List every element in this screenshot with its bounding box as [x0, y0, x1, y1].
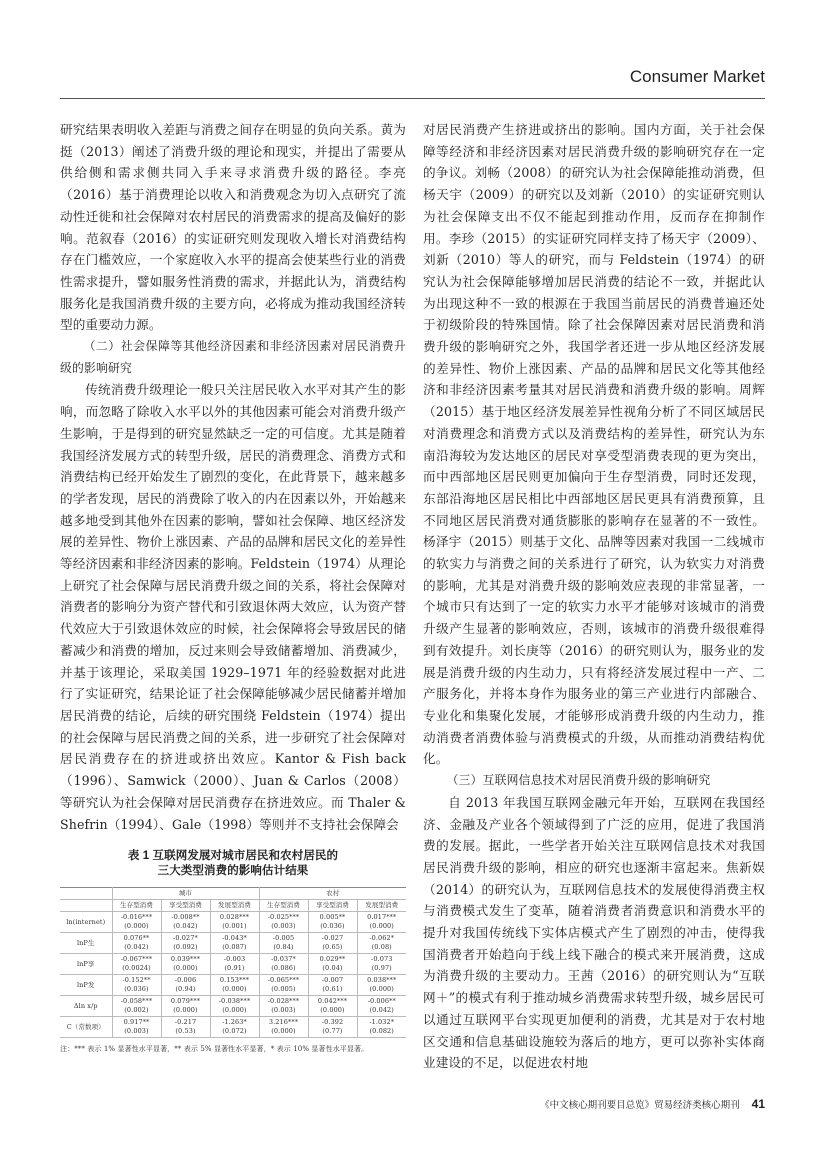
- table-cell: [161, 996, 210, 1017]
- coefficient: 0.017***: [367, 913, 397, 922]
- p-value: (0.97): [371, 964, 392, 973]
- p-value: (0.072): [222, 1027, 247, 1036]
- table-group-header-row: [60, 888, 406, 900]
- p-value: (0.08): [371, 943, 392, 952]
- table-corner: [60, 900, 112, 912]
- section-heading: （二）社会保障等其他经济因素和非经济因素对居民消费升级的影响研究: [60, 339, 406, 375]
- table-cell: [210, 975, 259, 996]
- column-header: 生存型消费: [112, 900, 161, 912]
- column-header: 享受型消费: [308, 900, 357, 912]
- p-value: (0.082): [369, 1027, 394, 1036]
- coefficient: 0.917**: [123, 1018, 150, 1027]
- coefficient: 3.216***: [268, 1018, 299, 1027]
- p-value: (0.000): [320, 1006, 345, 1015]
- coefficient: -0.037*: [271, 955, 296, 964]
- coefficient: -0.005: [272, 934, 295, 943]
- p-value: (0.036): [124, 985, 149, 994]
- p-value: (0.65): [322, 943, 343, 952]
- coefficient: -0.217: [174, 1018, 197, 1027]
- p-value: (0.002): [124, 1006, 149, 1015]
- coefficient: -0.027*: [173, 934, 198, 943]
- coefficient: -0.043*: [222, 934, 247, 943]
- coefficient: -0.006: [174, 976, 197, 985]
- table-cell: [112, 975, 161, 996]
- p-value: (0.04): [322, 964, 343, 973]
- table-cell: [259, 1017, 308, 1038]
- p-value: (0.000): [369, 922, 394, 931]
- table-cell: [308, 954, 357, 975]
- paragraph: 对居民消费产生挤进或挤出的影响。国内方面，关于社会保障等经济和非经济因素对居民消费升级的影响研究存在一定的争议。刘畅（2008）的研究认为社会保障能推动消费，但杨天宇（2009）的研究以及刘新（2010）的实证研究则认为社会保障支出不仅不能起到推动作用，反而存在抑制作用。李珍（2015）的实证研究同样支持了杨天宇（2009）、刘新（2010）等人的研究，而与 Feldstein（1974）的研究认为社会保障能够增加居民消费的结论不一致，并据此认为出现这种不一致的根源在于我国当前居民的消费普遍还处于初级阶段的特殊国情。除了社会保障因素对居民消费和消费升级的影响研究之外，我国学者还进一步从地区经济发展的差异性、物价上涨因素、产品的品牌和居民文化等其他经济和非经济因素考量其对居民消费和消费升级的影响。周辉（2015）基于地区经济发展差异性视角分析了不同区域居民对消费理念和消费方式以及消费结构的差异性，研究认为东南沿海较为发达地区的居民对享受型消费表现的更为突出，而中西部地区居民则更加偏向于生存型消费，同时还发现，东部沿海地区居民相比中西部地区居民更具有消费预算，且不同地区居民消费对通货膨胀的影响存在显著的不一致性。杨泽宇（2015）则基于文化、品牌等因素对我国一二线城市的软实力与消费之间的关系进行了研究，认为软实力对消费的影响，尤其是对消费升级的影响效应表现的非常显著，一个城市只有达到了一定的软实力水平才能够对该城市的消费升级产生显著的影响效应，否则，该城市的消费升级很难得到有效提升。刘长庚等（2016）的研究则认为，服务业的发展是消费升级的内生动力，只有将经济发展过程中一产、二产服务化，并将本身作为服务业的第三产业进行内部融合、专业化和集聚化发展，才能够形成消费升级的内生动力，推动消费者消费体验与消费模式的升级，从而推动消费结构优化。: [423, 122, 765, 767]
- group-header: 城市: [112, 888, 259, 900]
- coefficient: 0.076**: [123, 934, 150, 943]
- table-cell: [210, 1017, 259, 1038]
- left-column: [60, 119, 406, 1054]
- running-header: Consumer Market: [629, 67, 765, 86]
- group-header: 农村: [259, 888, 406, 900]
- p-value: (0.087): [222, 943, 247, 952]
- table-cell: [210, 996, 259, 1017]
- coefficient: -0.062*: [369, 934, 395, 943]
- page-number: 41: [751, 1096, 765, 1111]
- coefficient: 0.042***: [317, 997, 348, 1006]
- results-table: [60, 887, 406, 1038]
- column-header: 生存型消费: [259, 900, 308, 912]
- p-value: (0.61): [322, 985, 343, 994]
- table-cell: [210, 912, 259, 933]
- table-caption: [60, 849, 406, 879]
- table-column-header-row: [60, 900, 406, 912]
- coefficient: 0.153***: [219, 976, 250, 985]
- table-row: [60, 1017, 406, 1038]
- table-caption-line: 表 1 互联网发展对城市居民和农村居民的: [127, 850, 339, 863]
- table-note: 注：*** 表示 1% 显著性水平显著，** 表示 5% 显著性水平显著，* 表示 10% 显著性水平显著。: [60, 1045, 369, 1054]
- table-cell: [357, 912, 406, 933]
- coefficient: 0.038***: [367, 976, 397, 985]
- coefficient: 0.029**: [319, 955, 346, 964]
- table-cell: [357, 954, 406, 975]
- paragraph: 研究结果表明收入差距与消费之间存在明显的负向关系。黄为挺（2013）阐述了消费升级的理论和现实，并提出了需要从供给侧和需求侧共同入手来寻求消费升级的路径。李亮（2016）基于消费理论以收入和消费观念为切入点研究了流动性迁徙和社会保障对农村居民的消费需求的提高及偏好的影响。范叙春（2016）的实证研究则发现收入增长对消费结构存在门槛效应，一个家庭收入水平的提高会使某些行业的消费性需求提升，譬如服务性消费的需求，并据此认为，消费结构服务化是我国消费升级的主要方向，必将成为推动我国经济转型的重要动力源。: [60, 122, 406, 333]
- coefficient: -0.065***: [267, 976, 300, 985]
- right-column: [423, 119, 765, 1074]
- table-cell: [357, 1017, 406, 1038]
- coefficient: -1.032*: [369, 1018, 395, 1027]
- table-cell: [112, 933, 161, 954]
- p-value: (0.94): [175, 985, 196, 994]
- table-cell: [161, 912, 210, 933]
- p-value: (0.003): [271, 1006, 296, 1015]
- paragraph: 传统消费升级理论一般只关注居民收入水平对其产生的影响，而忽略了除收入水平以外的其他因素可能会对消费升级产生影响，于是得到的研究显然缺乏一定的可信度。尤其是随着我国经济发展方式的转型升级，居民的消费理念、消费方式和消费结构已经开始发生了剧烈的变化，在此背景下，越来越多的学者发现，居民的消费除了收入的内在因素以外，开始越来越多地受到其他外在因素的影响，譬如社会保障、地区经济发展的差异性、物价上涨因素、产品的品牌和居民文化的差异性等经济因素和非经济因素的影响。Feldstein（1974）从理论上研究了社会保障与居民消费升级之间的关系，将社会保障对消费者的影响分为资产替代和引致退休两大效应，认为资产替代效应大于引致退休效应的时候，社会保障将会导致居民的储蓄减少和消费的增加，反过来则会导致储蓄增加、消费减少，并基于该理论，采取美国 1929–1971 年的经验数据对此进行了实证研究，结果论证了社会保障能够减少居民储蓄并增加居民消费的结论，后续的研究围绕 Feldstein（1974）提出的社会保障与居民消费之间的关系，进一步研究了社会保障对居民消费存在的挤进或挤出效应。Kantor & Fish back（1996）、Samwick（2000）、Juan & Carlos（2008）等研究认为社会保障对居民消费存在挤进效应。而 Thaler & Shefrin（1994）、Gale（1998）等则并不支持社会保障会: [60, 382, 406, 832]
- page-footer: [60, 1096, 765, 1114]
- table-row: [60, 912, 406, 933]
- table-cell: [259, 933, 308, 954]
- table-cell: [161, 933, 210, 954]
- p-value: (0.91): [224, 964, 245, 973]
- coefficient: -0.007: [321, 976, 344, 985]
- columns: [60, 119, 765, 1074]
- table-cell: [161, 1017, 210, 1038]
- table-cell: [357, 996, 406, 1017]
- table-corner: [60, 888, 112, 900]
- coefficient: 0.039***: [170, 955, 201, 964]
- table-cell: [112, 996, 161, 1017]
- header-rule: [60, 98, 765, 99]
- table-cell: [308, 912, 357, 933]
- p-value: (0.000): [222, 1006, 247, 1015]
- p-value: (0.042): [369, 1006, 394, 1015]
- p-value: (0.000): [124, 922, 149, 931]
- coefficient: 0.028***: [219, 913, 250, 922]
- coefficient: 0.079***: [170, 997, 201, 1006]
- p-value: (0.84): [273, 943, 294, 952]
- coefficient: -0.027: [321, 934, 344, 943]
- coefficient: -0.025***: [267, 913, 300, 922]
- table-row: [60, 996, 406, 1017]
- table-cell: [357, 933, 406, 954]
- table-block: [60, 849, 406, 1054]
- table-cell: [308, 933, 357, 954]
- coefficient: -0.392: [321, 1018, 344, 1027]
- coefficient: -0.028***: [267, 997, 300, 1006]
- p-value: (0.000): [173, 1006, 198, 1015]
- column-header: 享受型消费: [161, 900, 210, 912]
- column-header: 发展型消费: [357, 900, 406, 912]
- coefficient: 0.005**: [319, 913, 346, 922]
- p-value: (0.003): [124, 1027, 149, 1036]
- row-label: lnP生: [60, 933, 112, 954]
- table-caption-line: 三大类型消费的影响估计结果: [157, 865, 309, 878]
- table-cell: [161, 954, 210, 975]
- section-heading: （三）互联网信息技术对居民消费升级的影响研究: [446, 773, 711, 788]
- table-cell: [308, 975, 357, 996]
- footer-journal: 《中文核心期刊要目总览》贸易经济类核心期刊: [540, 1099, 740, 1111]
- table-body: [60, 912, 406, 1038]
- row-label: lnP发: [60, 975, 112, 996]
- coefficient: -0.003: [223, 955, 246, 964]
- coefficient: -0.152**: [122, 976, 151, 985]
- table-row: [60, 975, 406, 996]
- table-cell: [112, 912, 161, 933]
- p-value: (0.042): [124, 943, 149, 952]
- p-value: (0.005): [271, 985, 296, 994]
- p-value: (0.092): [173, 943, 198, 952]
- coefficient: -1.263*: [222, 1018, 247, 1027]
- coefficient: -0.008**: [171, 913, 200, 922]
- table-cell: [259, 912, 308, 933]
- coefficient: -0.058***: [120, 997, 153, 1006]
- row-label: ln(internet): [60, 912, 112, 933]
- table-cell: [259, 996, 308, 1017]
- p-value: (0.003): [271, 922, 296, 931]
- column-header: 发展型消费: [210, 900, 259, 912]
- p-value: (0.000): [173, 964, 198, 973]
- row-label: lnP享: [60, 954, 112, 975]
- p-value: (0.77): [322, 1027, 343, 1036]
- p-value: (0.53): [175, 1027, 196, 1036]
- table-cell: [308, 996, 357, 1017]
- row-label: C（常数项）: [60, 1017, 112, 1038]
- table-cell: [308, 1017, 357, 1038]
- p-value: (0.0024): [122, 964, 151, 973]
- coefficient: -0.038***: [218, 997, 251, 1006]
- row-label: Δln x/p: [60, 996, 112, 1017]
- table-cell: [357, 975, 406, 996]
- table-cell: [112, 1017, 161, 1038]
- table-cell: [210, 954, 259, 975]
- table-row: [60, 933, 406, 954]
- coefficient: -0.073: [371, 955, 393, 964]
- p-value: (0.086): [271, 964, 296, 973]
- table-cell: [259, 975, 308, 996]
- table-cell: [112, 954, 161, 975]
- p-value: (0.000): [369, 985, 394, 994]
- table-row: [60, 954, 406, 975]
- paragraph: 自 2013 年我国互联网金融元年开始，互联网在我国经济、金融及产业各个领域得到了广泛的应用，促进了我国消费的发展。据此，一些学者开始关注互联网信息技术对我国居民消费升级的影响，相应的研究也逐渐丰富起来。焦新娱（2014）的研究认为，互联网信息技术的发展使得消费主权与消费模式发生了变革，随着消费者消费意识和消费水平的提升对我国传统线下实体店模式产生了剧烈的冲击，使得我国消费者开始趋向于线上线下融合的模式来开展消费，这成为消费升级的主要动力。王茜（2016）的研究则认为“互联网＋”的模式有利于推动城乡消费需求转型升级，城乡居民可以通过互联网平台实现更加便利的消费，尤其是对于农村地区交通和信息基础设施较为落后的地方，更可以弥补实体商业建设的不足，以促进农村地: [423, 794, 765, 1071]
- p-value: (0.000): [222, 985, 247, 994]
- p-value: (0.042): [173, 922, 198, 931]
- table-cell: [161, 975, 210, 996]
- p-value: (0.001): [222, 922, 247, 931]
- p-value: (0.000): [271, 1027, 296, 1036]
- table-cell: [259, 954, 308, 975]
- coefficient: -0.067***: [120, 955, 153, 964]
- table-cell: [210, 933, 259, 954]
- coefficient: -0.006**: [367, 997, 396, 1006]
- coefficient: -0.016***: [120, 913, 153, 922]
- p-value: (0.036): [320, 922, 345, 931]
